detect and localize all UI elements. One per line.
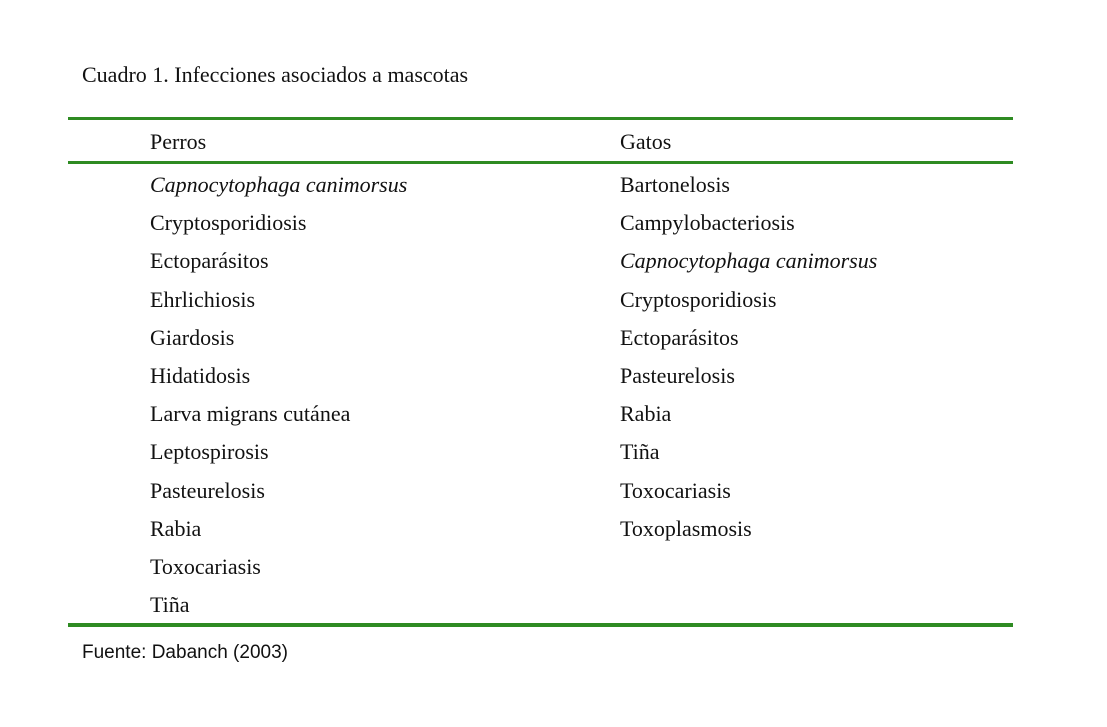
- gatos-item: Tiña: [620, 439, 660, 465]
- perros-item: Leptospirosis: [150, 439, 269, 465]
- perros-item: Ehrlichiosis: [150, 286, 256, 312]
- gatos-item: Capnocytophaga canimorsus: [620, 248, 878, 274]
- perros-item: Giardosis: [150, 324, 235, 350]
- perros-column: [150, 170, 407, 628]
- gatos-item: Rabia: [620, 401, 672, 427]
- table-caption: Cuadro 1. Infecciones asociados a mascotas: [82, 62, 469, 87]
- perros-item: Hidatidosis: [150, 362, 251, 388]
- perros-item: Cryptosporidiosis: [150, 210, 307, 236]
- table-bottom-rule: [68, 623, 1013, 627]
- gatos-item: Campylobacteriosis: [620, 210, 795, 236]
- column-header-perros: Perros: [150, 129, 207, 154]
- perros-item: Ectoparásitos: [150, 248, 269, 274]
- gatos-item: Cryptosporidiosis: [620, 286, 777, 312]
- gatos-item: Toxocariasis: [620, 477, 731, 503]
- gatos-column: [620, 170, 877, 552]
- gatos-item: Ectoparásitos: [620, 324, 739, 350]
- gatos-item: Bartonelosis: [620, 172, 730, 197]
- table-top-rule: [68, 117, 1013, 120]
- table-header-rule: [68, 161, 1013, 164]
- gatos-item: Pasteurelosis: [620, 362, 735, 388]
- source-note: Fuente: Dabanch (2003): [82, 642, 288, 663]
- perros-item: Toxocariasis: [150, 553, 261, 579]
- perros-item: Larva migrans cutánea: [150, 401, 351, 427]
- column-header-gatos: Gatos: [620, 129, 672, 154]
- perros-item: Rabia: [150, 515, 202, 541]
- perros-item: Tiña: [150, 592, 190, 618]
- perros-item: Capnocytophaga canimorsus: [150, 172, 408, 197]
- perros-item: Pasteurelosis: [150, 477, 265, 503]
- gatos-item: Toxoplasmosis: [620, 515, 752, 541]
